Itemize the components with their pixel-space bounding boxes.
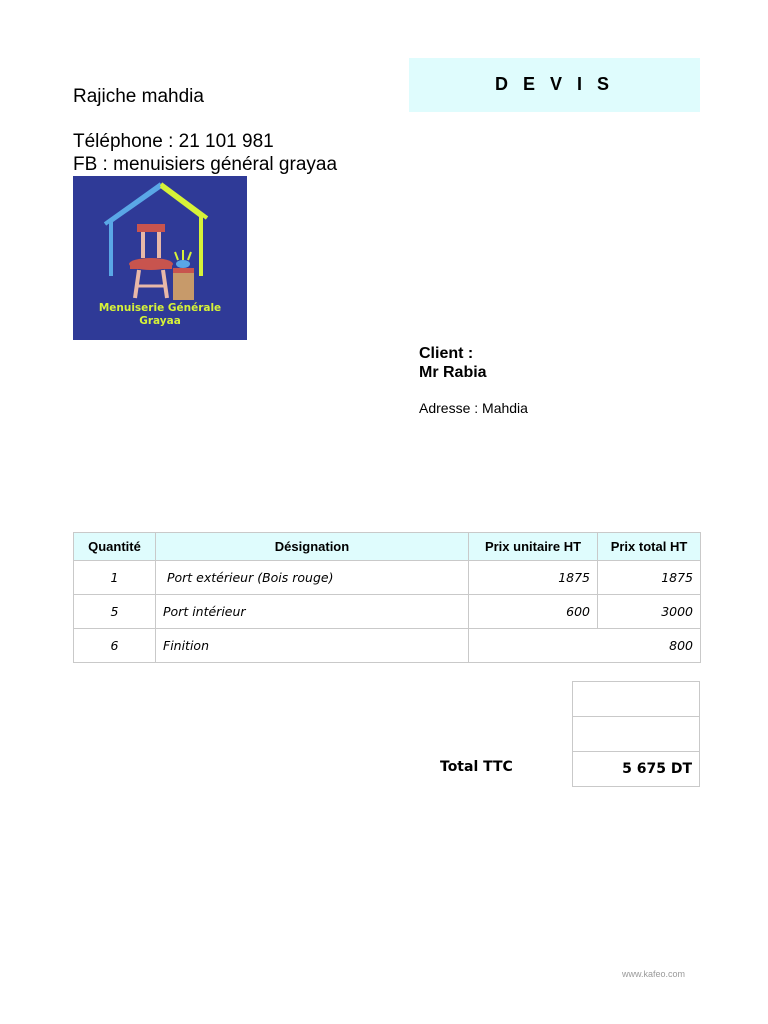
- totals-empty-row: [572, 681, 700, 716]
- cell-designation: Finition: [156, 629, 469, 663]
- total-ttc-value: 5 675 DT: [622, 761, 692, 777]
- devis-header-box: [409, 58, 700, 112]
- cell-total: 3000: [598, 595, 701, 629]
- company-facebook: FB : menuisiers général grayaa: [73, 154, 338, 175]
- logo-text-line2: Grayaa: [139, 315, 181, 327]
- totals-empty-row: [572, 716, 700, 751]
- total-ttc-label: Total TTC: [440, 759, 513, 775]
- table-row: [74, 629, 701, 663]
- header-unit-price: Prix unitaire HT: [469, 533, 598, 561]
- items-table: [73, 532, 701, 663]
- header-quantity: Quantité: [74, 533, 156, 561]
- cell-unit-price: 1875: [469, 561, 598, 595]
- client-label: Client :: [419, 345, 474, 362]
- cell-designation: Port intérieur: [156, 595, 469, 629]
- company-phone: Téléphone : 21 101 981: [73, 131, 274, 152]
- totals-box: [572, 681, 700, 787]
- company-logo: [73, 176, 247, 340]
- client-name: Mr Rabia: [419, 364, 487, 381]
- document-title: D E V I S: [494, 74, 615, 94]
- header-designation: Désignation: [156, 533, 469, 561]
- cell-designation: Port extérieur (Bois rouge): [156, 561, 469, 595]
- table-row: [74, 561, 701, 595]
- company-name: Rajiche mahdia: [73, 86, 204, 107]
- table-row: [74, 595, 701, 629]
- cell-quantity: 6: [74, 629, 156, 663]
- cell-total: 1875: [598, 561, 701, 595]
- client-address: Adresse : Mahdia: [419, 400, 528, 416]
- cell-quantity: 5: [74, 595, 156, 629]
- cell-unit-price: 600: [469, 595, 598, 629]
- header-total-price: Prix total HT: [598, 533, 701, 561]
- cell-quantity: 1: [74, 561, 156, 595]
- logo-text-line1: Menuiserie Générale: [98, 302, 222, 314]
- table-header-row: [74, 533, 701, 561]
- footer-watermark: www.kafeo.com: [622, 969, 686, 979]
- totals-ttc-row: [572, 751, 700, 787]
- cell-total: 800: [469, 629, 701, 663]
